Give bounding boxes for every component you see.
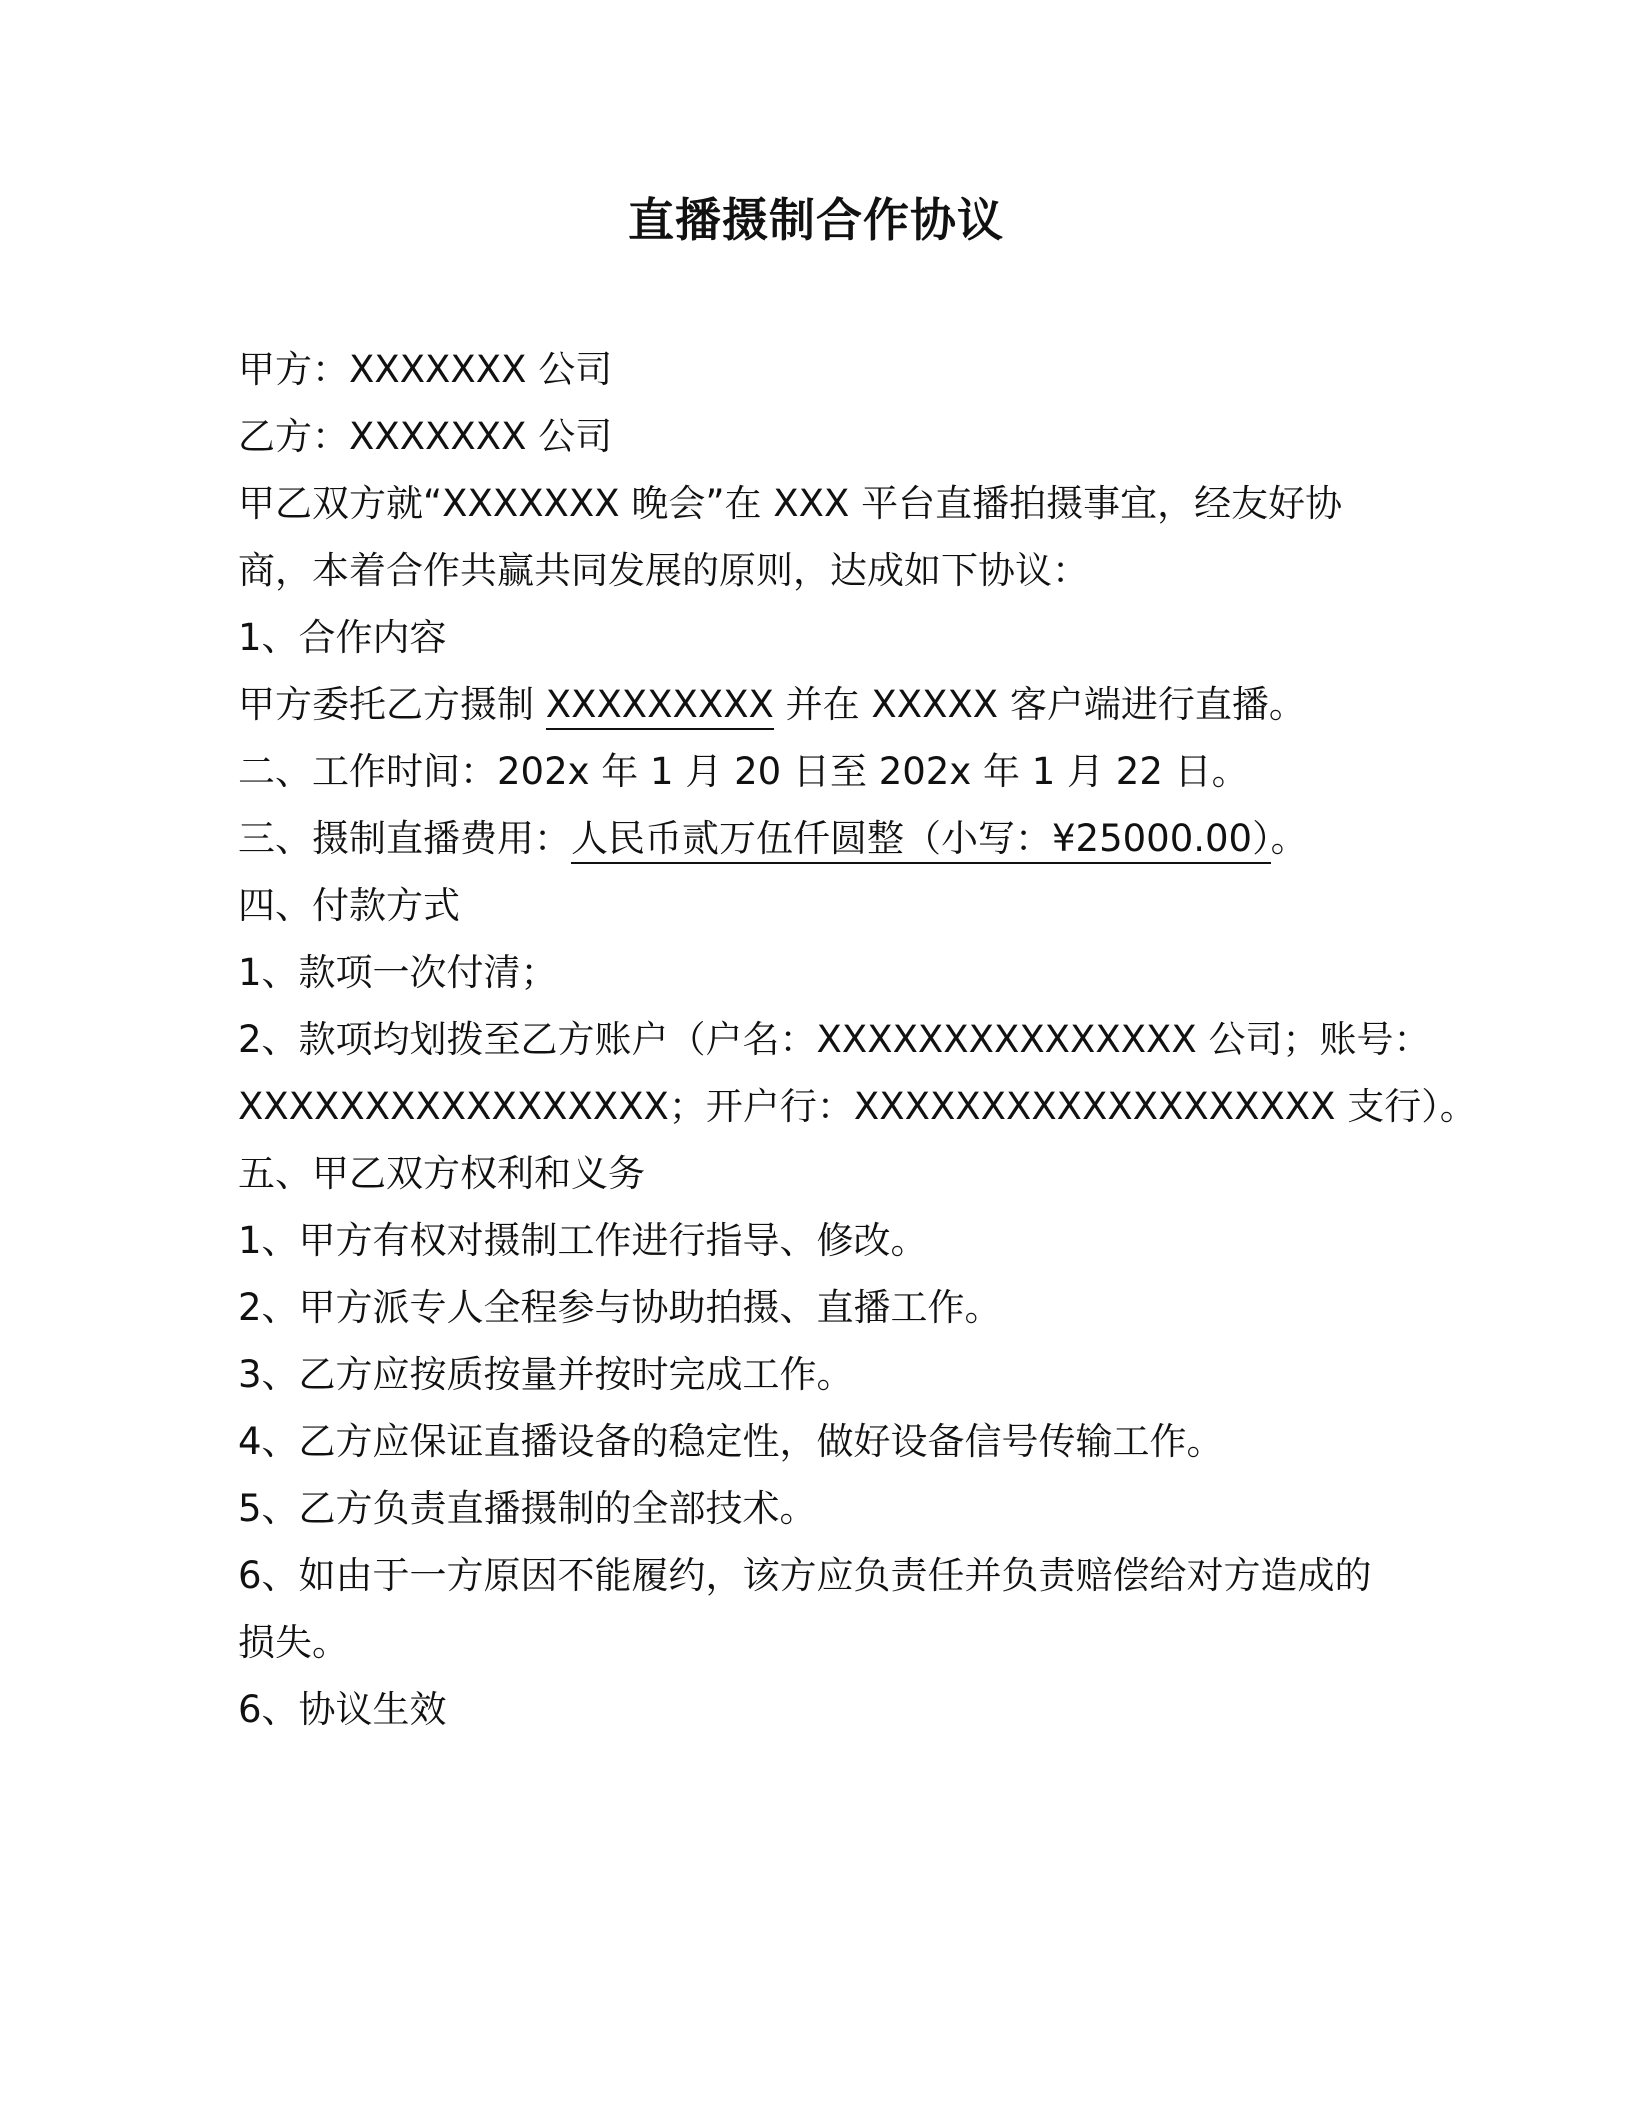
section-5-heading: 五、甲乙双方权利和义务 xyxy=(238,1152,645,1195)
section-1-content xyxy=(238,671,1398,738)
section-5-item-4: 4、乙方应保证直播设备的稳定性，做好设备信号传输工作。 xyxy=(238,1420,1224,1463)
section-1-prefix: 甲方委托乙方摄制 xyxy=(238,683,546,726)
section-1-heading: 1、合作内容 xyxy=(238,616,447,659)
party-a-line: 甲方：XXXXXXX 公司 xyxy=(238,348,613,391)
party-b-line: 乙方：XXXXXXX 公司 xyxy=(238,415,613,458)
document-title: 直播摄制合作协议 xyxy=(628,193,1004,247)
section-1-subject: XXXXXXXXX xyxy=(546,683,774,730)
section-1-suffix: 并在 XXXXX 客户端进行直播。 xyxy=(773,683,1306,726)
section-3-prefix: 三、摄制直播费用： xyxy=(238,817,571,860)
section-4-item-2-line-1: 2、款项均划拨至乙方账户（户名：XXXXXXXXXXXXXXX 公司；账号： xyxy=(238,1018,1431,1061)
section-5-item-3: 3、乙方应按质按量并按时完成工作。 xyxy=(238,1353,854,1396)
preamble-line-1: 甲乙双方就“XXXXXXX 晚会”在 XXX 平台直播拍摄事宜，经友好协 xyxy=(238,482,1343,525)
preamble-line-2: 商，本着合作共赢共同发展的原则，达成如下协议： xyxy=(238,549,1089,592)
section-5-item-6-line-2: 损失。 xyxy=(238,1621,349,1664)
section-4-item-1: 1、款项一次付清； xyxy=(238,951,558,994)
section-5-item-2: 2、甲方派专人全程参与协助拍摄、直播工作。 xyxy=(238,1286,1002,1329)
document-body xyxy=(238,336,1477,1743)
section-2-work-time: 二、工作时间：202x 年 1 月 20 日至 202x 年 1 月 22 日。 xyxy=(238,750,1249,793)
section-4-item-2-line-2: XXXXXXXXXXXXXXXXX；开户行：XXXXXXXXXXXXXXXXXXX 支行）。 xyxy=(238,1085,1477,1128)
section-6-heading: 6、协议生效 xyxy=(238,1688,447,1731)
section-3-suffix: 。 xyxy=(1270,817,1308,860)
section-4-heading: 四、付款方式 xyxy=(238,884,460,927)
section-3-amount: 人民币贰万伍仟圆整（小写：¥25000.00） xyxy=(571,817,1271,864)
section-5-item-6-line-1: 6、如由于一方原因不能履约，该方应负责任并负责赔偿给对方造成的 xyxy=(238,1554,1372,1597)
section-5-item-5: 5、乙方负责直播摄制的全部技术。 xyxy=(238,1487,817,1530)
section-5-item-1: 1、甲方有权对摄制工作进行指导、修改。 xyxy=(238,1219,928,1262)
section-3-fee xyxy=(238,805,1398,872)
